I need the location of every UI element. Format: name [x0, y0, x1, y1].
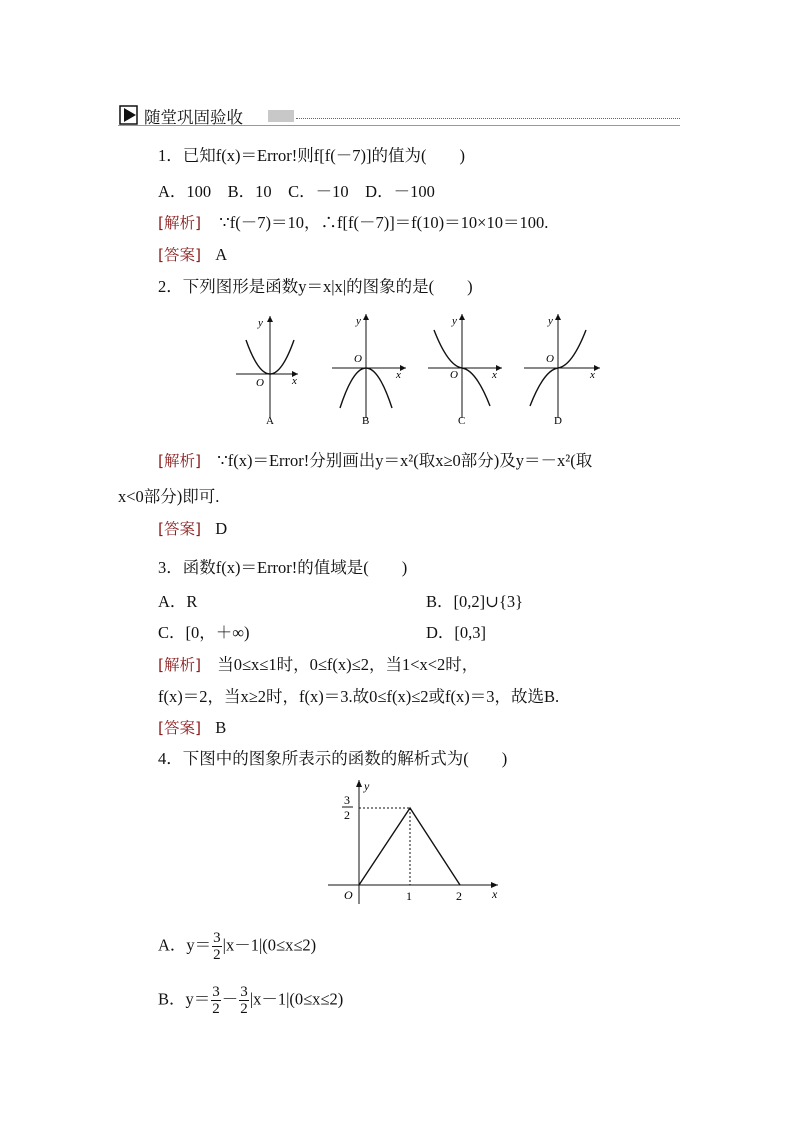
q2-answer-tag: [答案]	[158, 520, 202, 538]
q2-graph-b	[332, 314, 406, 427]
section-header	[118, 104, 680, 126]
q2-a-x-label: x	[292, 375, 297, 387]
q2-analysis-row	[158, 451, 592, 471]
q4-opt-a-prefix: A．y＝	[158, 935, 212, 955]
q2-b-origin: O	[354, 353, 362, 365]
q3-answer: B	[215, 718, 227, 737]
q3-stem: 3．函数f(x)＝Error!的值域是( )	[158, 558, 408, 577]
q2-stem: 2．下列图形是函数y＝x|x|的图象的是( )	[158, 277, 473, 296]
q4-opt-b-fraction1	[211, 984, 221, 1017]
q2-graph-c	[428, 314, 502, 427]
q3-answer-tag: [答案]	[158, 719, 202, 737]
q2-d-x-label: x	[590, 369, 595, 381]
q4-opt-b-num2: 3	[240, 984, 248, 1000]
q1-answer-tag: [答案]	[158, 246, 202, 264]
q4-x-label: x	[492, 887, 498, 901]
q1-answer-row	[158, 245, 227, 265]
q4-option-b	[158, 984, 343, 1017]
q4-y-frac-num: 3	[344, 793, 350, 807]
q4-opt-b-prefix: B．y＝	[158, 989, 211, 1009]
q2-analysis-line2: x<0部分)即可.	[118, 487, 220, 506]
q3-option-b: B．[0,2]∪{3}	[426, 592, 524, 611]
q1-analysis-row	[158, 213, 548, 233]
section-flag-icon	[118, 104, 140, 126]
q1-analysis-tag: [解析]	[158, 214, 202, 232]
q4-tick-2: 2	[456, 889, 462, 903]
q4-y-frac-den: 2	[344, 808, 350, 822]
q2-graph-a	[236, 316, 298, 427]
q2-a-y-label: y	[258, 317, 263, 329]
q3-option-a: A．R	[158, 592, 198, 611]
q2-d-origin: O	[546, 353, 554, 365]
q2-a-origin: O	[256, 377, 264, 389]
q3-option-c: C．[0，＋∞)	[158, 623, 250, 642]
q4-opt-b-den1: 2	[212, 1001, 220, 1017]
header-rule	[296, 118, 680, 119]
q2-b-y-label: y	[356, 315, 361, 327]
q2-caption-c: C	[458, 415, 466, 427]
q1-answer: A	[215, 245, 228, 264]
q2-c-x-label: x	[492, 369, 497, 381]
q4-opt-a-num: 3	[213, 930, 221, 946]
q4-opt-b-minus: －	[221, 989, 239, 1009]
q3-analysis-row	[158, 655, 478, 675]
q4-opt-a-suffix: |x－1|(0≤x≤2)	[222, 935, 317, 955]
q2-analysis-line1: ∵f(x)＝Error!分别画出y＝x²(取x≥0部分)及y＝－x²(取	[217, 451, 593, 470]
q2-caption-b: B	[362, 415, 370, 427]
q1-stem: 1．已知f(x)＝Error!则f[f(－7)]的值为( )	[158, 146, 465, 165]
header-bar	[268, 110, 294, 122]
q2-graphs	[228, 308, 618, 432]
q4-opt-b-den2: 2	[240, 1001, 248, 1017]
q2-analysis-tag: [解析]	[158, 452, 202, 470]
q2-caption-d: D	[554, 415, 562, 427]
q2-answer: D	[215, 519, 228, 538]
q2-b-x-label: x	[396, 369, 401, 381]
q4-y-label: y	[364, 779, 370, 793]
q2-d-y-label: y	[548, 315, 553, 327]
q2-caption-a: A	[266, 415, 274, 427]
q3-option-d: D．[0,3]	[426, 623, 487, 642]
header-underline	[118, 125, 680, 126]
q4-origin: O	[344, 888, 353, 902]
q4-opt-a-fraction	[212, 930, 222, 963]
q2-graph-d	[524, 314, 600, 427]
section-title: 随堂巩固验收	[144, 108, 243, 127]
q2-c-y-label: y	[452, 315, 457, 327]
q4-graph	[318, 774, 508, 908]
q1-options: A．100 B．10 C．－10 D．－100	[158, 182, 435, 201]
q4-opt-b-suffix: |x－1|(0≤x≤2)	[249, 989, 344, 1009]
q3-answer-row	[158, 718, 226, 738]
q4-tick-1: 1	[406, 889, 412, 903]
q1-analysis: ∵f(－7)＝10，∴f[f(－7)]＝f(10)＝10×10＝100.	[219, 213, 549, 232]
q3-analysis-tag: [解析]	[158, 656, 202, 674]
q2-c-origin: O	[450, 369, 458, 381]
q3-analysis-line1: 当0≤x≤1时，0≤f(x)≤2，当1<x<2时，	[217, 655, 479, 674]
q2-answer-row	[158, 519, 227, 539]
q4-stem: 4．下图中的图象所表示的函数的解析式为( )	[158, 749, 508, 768]
q4-opt-a-den: 2	[213, 947, 221, 963]
q3-analysis-line2: f(x)＝2，当x≥2时，f(x)＝3.故0≤f(x)≤2或f(x)＝3，故选B.	[158, 687, 560, 706]
q4-option-a	[158, 930, 316, 963]
q4-opt-b-num1: 3	[212, 984, 220, 1000]
q4-opt-b-fraction2	[239, 984, 249, 1017]
